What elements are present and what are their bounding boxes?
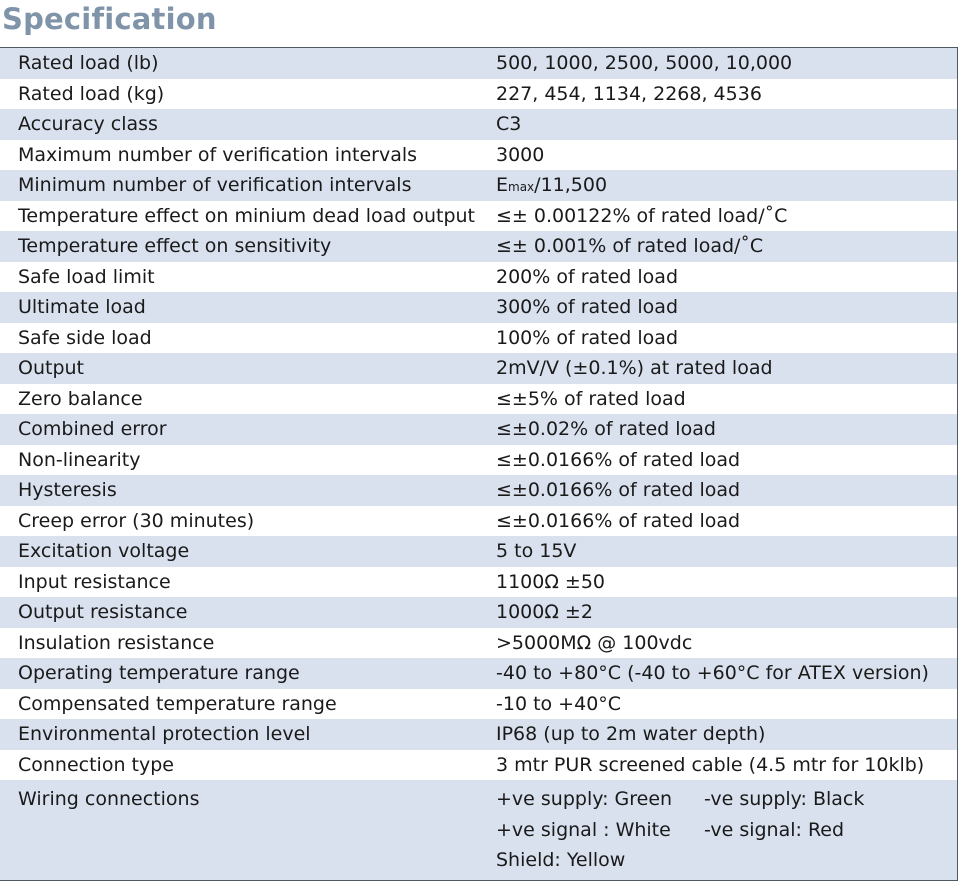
- spec-value: ≤± 0.00122% of rated load/˚C: [478, 201, 958, 232]
- spec-row-wiring: [0, 780, 958, 880]
- spec-label: Accuracy class: [0, 109, 478, 140]
- wiring-line: [496, 845, 957, 876]
- spec-label: Output: [0, 353, 478, 384]
- spec-value: [478, 170, 958, 201]
- spec-value: 500, 1000, 2500, 5000, 10,000: [478, 48, 958, 79]
- spec-row: [0, 719, 958, 750]
- spec-label: Temperature effect on sensitivity: [0, 231, 478, 262]
- spec-value: 227, 454, 1134, 2268, 4536: [478, 79, 958, 110]
- spec-label: Operating temperature range: [0, 658, 478, 689]
- spec-value: ≤±0.0166% of rated load: [478, 475, 958, 506]
- spec-row: [0, 353, 958, 384]
- spec-value: ≤±0.0166% of rated load: [478, 445, 958, 476]
- spec-row: [0, 48, 958, 79]
- spec-value: 2mV/V (±0.1%) at rated load: [478, 353, 958, 384]
- spec-label: Insulation resistance: [0, 628, 478, 659]
- spec-label: Safe side load: [0, 323, 478, 354]
- spec-row: [0, 689, 958, 720]
- wiring-pos-supply: +ve supply: Green: [496, 788, 673, 810]
- spec-label: Compensated temperature range: [0, 689, 478, 720]
- spec-value: ≤± 0.001% of rated load/˚C: [478, 231, 958, 262]
- spec-label: Safe load limit: [0, 262, 478, 293]
- spec-value: >5000MΩ @ 100vdc: [478, 628, 958, 659]
- spec-row: [0, 597, 958, 628]
- spec-row: [0, 536, 958, 567]
- spec-value: 1000Ω ±2: [478, 597, 958, 628]
- wiring-values: [478, 780, 958, 880]
- page-title: Specification: [2, 2, 217, 36]
- wiring-neg-signal: -ve signal: Red: [704, 818, 845, 841]
- spec-row: [0, 79, 958, 110]
- spec-label: Creep error (30 minutes): [0, 506, 478, 537]
- spec-value-suffix: /11,500: [534, 174, 608, 197]
- spec-row: [0, 658, 958, 689]
- wiring-label: Wiring connections: [18, 788, 200, 810]
- spec-label: Zero balance: [0, 384, 478, 415]
- spec-row: [0, 140, 958, 171]
- spec-row: [0, 475, 958, 506]
- spec-row: [0, 567, 958, 598]
- spec-value: 1100Ω ±50: [478, 567, 958, 598]
- spec-value: ≤±5% of rated load: [478, 384, 958, 415]
- spec-label: Output resistance: [0, 597, 478, 628]
- spec-value: -10 to +40°C: [478, 689, 958, 720]
- spec-label: [0, 780, 478, 880]
- spec-row: [0, 506, 958, 537]
- spec-row: [0, 628, 958, 659]
- spec-row: [0, 323, 958, 354]
- spec-value: 100% of rated load: [478, 323, 958, 354]
- spec-value: IP68 (up to 2m water depth): [478, 719, 958, 750]
- wiring-neg-supply: -ve supply: Black: [704, 788, 865, 810]
- spec-row: [0, 292, 958, 323]
- spec-value: 3 mtr PUR screened cable (4.5 mtr for 10klb): [478, 750, 958, 781]
- spec-label: Environmental protection level: [0, 719, 478, 750]
- spec-row: [0, 262, 958, 293]
- spec-label: Ultimate load: [0, 292, 478, 323]
- spec-label: Combined error: [0, 414, 478, 445]
- spec-value: ≤±0.0166% of rated load: [478, 506, 958, 537]
- spec-row: [0, 201, 958, 232]
- spec-row: [0, 445, 958, 476]
- spec-label: Connection type: [0, 750, 478, 781]
- wiring-line: [496, 815, 957, 846]
- spec-value: -40 to +80°C (-40 to +60°C for ATEX version): [478, 658, 958, 689]
- spec-row: [0, 414, 958, 445]
- spec-value-subscript: max: [508, 180, 535, 195]
- specification-table: [0, 47, 958, 881]
- spec-label: Maximum number of verification intervals: [0, 140, 478, 171]
- spec-label: Minimum number of verification intervals: [0, 170, 478, 201]
- spec-value: C3: [478, 109, 958, 140]
- spec-label: Non-linearity: [0, 445, 478, 476]
- spec-value: 300% of rated load: [478, 292, 958, 323]
- spec-value: 3000: [478, 140, 958, 171]
- spec-value: ≤±0.02% of rated load: [478, 414, 958, 445]
- spec-value: 200% of rated load: [478, 262, 958, 293]
- wiring-pos-signal: +ve signal : White: [496, 818, 671, 841]
- spec-label: Hysteresis: [0, 475, 478, 506]
- wiring-shield: Shield: Yellow: [496, 849, 626, 871]
- specification-table-body: [0, 48, 958, 881]
- spec-row: [0, 231, 958, 262]
- spec-label: Input resistance: [0, 567, 478, 598]
- spec-value-prefix: E: [496, 174, 509, 197]
- spec-row: [0, 109, 958, 140]
- spec-label: Rated load (kg): [0, 79, 478, 110]
- spec-row: [0, 750, 958, 781]
- wiring-line: [496, 784, 957, 815]
- spec-label: Excitation voltage: [0, 536, 478, 567]
- spec-label: Rated load (lb): [0, 48, 478, 79]
- spec-row: [0, 170, 958, 201]
- spec-row: [0, 384, 958, 415]
- spec-value: 5 to 15V: [478, 536, 958, 567]
- spec-label: Temperature effect on minium dead load output: [0, 201, 478, 232]
